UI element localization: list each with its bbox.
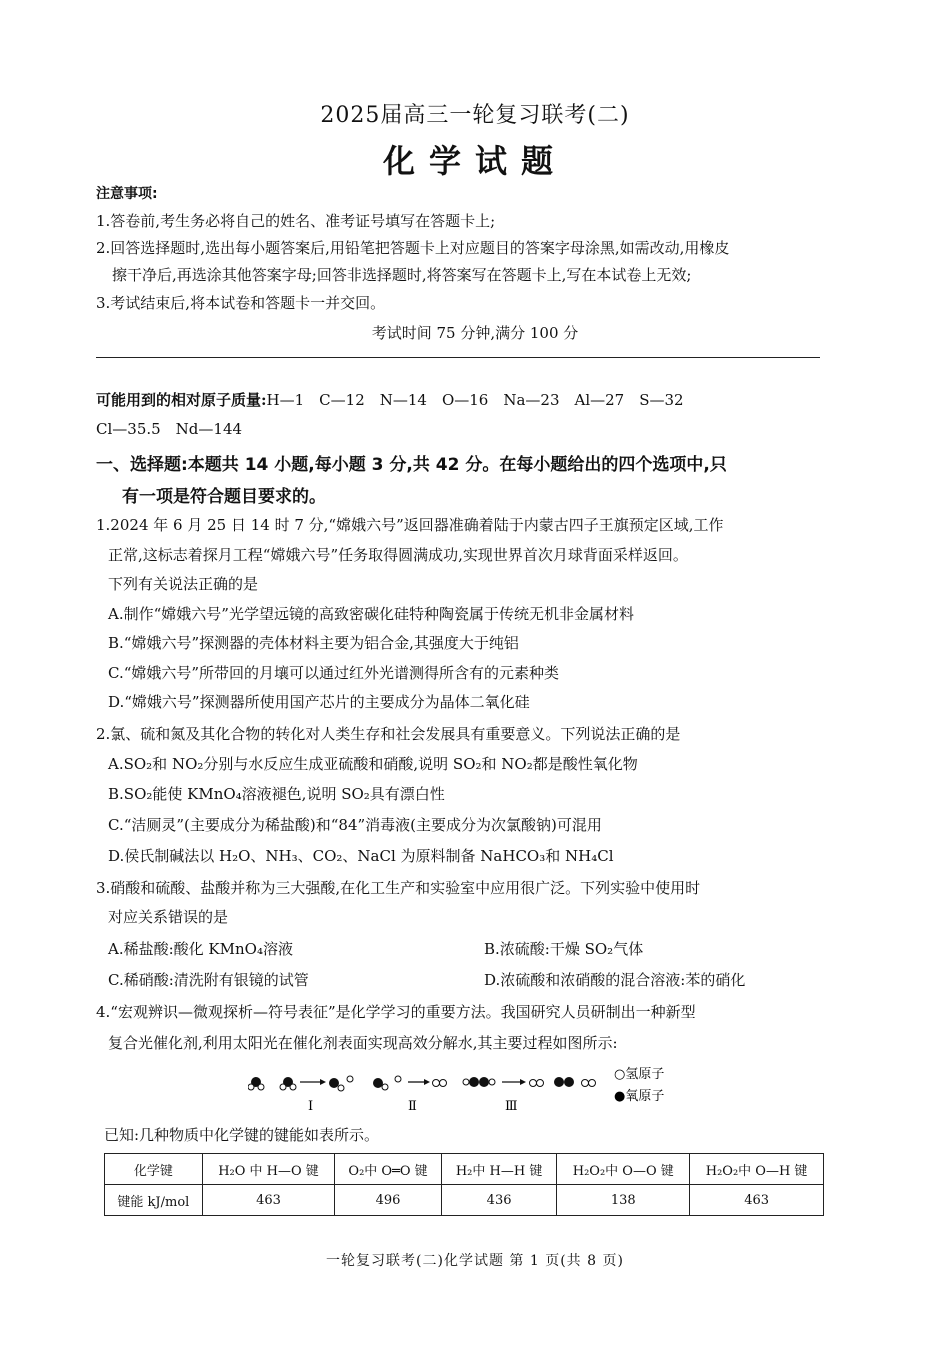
step-1-label: Ⅰ <box>308 1099 314 1114</box>
q1-stem-3: 下列有关说法正确的是 <box>108 575 259 593</box>
table-header-cell: H₂O₂中 O—H 键 <box>690 1154 824 1185</box>
section-heading-line1: 一、选择题:本题共 14 小题,每小题 3 分,共 42 分。在每小题给出的四个选项中,只 <box>96 455 727 475</box>
atomic-masses <box>96 389 684 410</box>
exam-time-info: 考试时间 75 分钟,满分 100 分 <box>371 324 579 342</box>
notice-item-2: 2.回答选择题时,选出每小题答案后,用铅笔把答题卡上对应题目的答案字母涂黑,如需改动,用橡皮 <box>96 239 730 257</box>
q1-option-b: B.“嫦娥六号”探测器的壳体材料主要为铝合金,其强度大于纯铝 <box>108 634 519 652</box>
q2-option-b: B.SO₂能使 KMnO₄溶液褪色,说明 SO₂具有漂白性 <box>108 785 445 803</box>
step-2-molecules <box>373 1076 447 1090</box>
q3-option-b: B.浓硫酸:干燥 SO₂气体 <box>484 940 644 958</box>
q1-stem-2: 正常,这标志着探月工程“嫦娥六号”任务取得圆满成功,实现世界首次月球背面采样返回。 <box>108 546 688 564</box>
divider-line <box>96 357 820 358</box>
q3-option-c: C.稀硝酸:清洗附有银镜的试管 <box>108 971 309 989</box>
subject-title: 化学试题 <box>382 142 567 180</box>
q3-stem-1: 3.硝酸和硫酸、盐酸并称为三大强酸,在化工生产和实验室中应用很广泛。下列实验中使用时 <box>96 879 701 897</box>
notice-item-1: 1.答卷前,考生务必将自己的姓名、准考证号填写在答题卡上; <box>96 212 496 230</box>
table-header-cell: H₂O 中 H—O 键 <box>202 1154 334 1185</box>
q1-option-d: D.“嫦娥六号”探测器所使用国产芯片的主要成分为晶体二氧化硅 <box>108 693 530 711</box>
q2-option-d: D.侯氏制碱法以 H₂O、NH₃、CO₂、NaCl 为原料制备 NaHCO₃和 NH₄Cl <box>108 847 614 865</box>
table-cell: 436 <box>441 1185 556 1216</box>
water-splitting-diagram <box>248 1066 688 1118</box>
bond-energy-table <box>104 1153 824 1216</box>
table-header-cell: H₂O₂中 O—O 键 <box>557 1154 690 1185</box>
legend-hydrogen: ○氢原子 <box>614 1067 665 1082</box>
atomic-masses-line1: H—1 C—12 N—14 O—16 Na—23 Al—27 S—32 <box>266 391 684 409</box>
table-cell: 138 <box>557 1185 690 1216</box>
table-header-cell: H₂中 H—H 键 <box>441 1154 556 1185</box>
exam-title: 2025届高三一轮复习联考(二) <box>320 103 630 128</box>
table-cell: 463 <box>690 1185 824 1216</box>
notice-item-3: 3.考试结束后,将本试卷和答题卡一并交回。 <box>96 294 386 312</box>
table-header-cell: 化学键 <box>105 1154 203 1185</box>
section-heading-line2: 有一项是符合题目要求的。 <box>122 487 326 507</box>
q2-option-c: C.“洁厕灵”(主要成分为稀盐酸)和“84”消毒液(主要成分为次氯酸钠)可混用 <box>108 816 602 834</box>
table-cell: 463 <box>202 1185 334 1216</box>
q2-stem: 2.氯、硫和氮及其化合物的转化对人类生存和社会发展具有重要意义。下列说法正确的是 <box>96 725 681 743</box>
q1-option-c: C.“嫦娥六号”所带回的月壤可以通过红外光谱测得所含有的元素种类 <box>108 664 560 682</box>
table-header-cell: O₂中 O═O 键 <box>335 1154 442 1185</box>
atomic-masses-label: 可能用到的相对原子质量: <box>96 391 267 409</box>
q1-stem-1: 1.2024 年 6 月 25 日 14 时 7 分,“嫦娥六号”返回器准确着陆于内蒙古四子王旗预定区域,工作 <box>96 516 724 534</box>
step-3-label: Ⅲ <box>505 1099 518 1114</box>
step-3-molecules <box>463 1077 596 1087</box>
q2-option-a: A.SO₂和 NO₂分别与水反应生成亚硫酸和硝酸,说明 SO₂和 NO₂都是酸性氧化物 <box>108 755 638 773</box>
notice-heading: 注意事项: <box>96 186 158 202</box>
q1-option-a: A.制作“嫦娥六号”光学望远镜的高致密碳化硅特种陶瓷属于传统无机非金属材料 <box>108 605 634 623</box>
q4-stem-1: 4.“宏观辨识—微观探析—符号表征”是化学学习的重要方法。我国研究人员研制出一种新型 <box>96 1003 696 1021</box>
table-cell: 496 <box>335 1185 442 1216</box>
atomic-masses-line2: Cl—35.5 Nd—144 <box>96 420 243 438</box>
q3-option-d: D.浓硫酸和浓硝酸的混合溶液:苯的硝化 <box>484 971 746 989</box>
step-1-molecules <box>248 1076 353 1091</box>
q3-stem-2: 对应关系错误的是 <box>108 908 229 926</box>
q4-known: 已知:几种物质中化学键的键能如表所示。 <box>104 1126 380 1144</box>
q3-option-a: A.稀盐酸:酸化 KMnO₄溶液 <box>108 940 293 958</box>
step-2-label: Ⅱ <box>408 1099 417 1114</box>
legend-oxygen: ●氧原子 <box>614 1089 665 1104</box>
table-row <box>105 1185 824 1216</box>
notice-item-2-cont: 擦干净后,再选涂其他答案字母;回答非选择题时,将答案写在答题卡上,写在本试卷上无效; <box>112 266 692 284</box>
q4-stem-2: 复合光催化剂,利用太阳光在催化剂表面实现高效分解水,其主要过程如图所示: <box>108 1034 618 1052</box>
table-header-row <box>105 1154 824 1185</box>
table-row-label: 键能 kJ/mol <box>105 1185 203 1216</box>
page-footer: 一轮复习联考(二)化学试题 第 1 页(共 8 页) <box>326 1253 624 1269</box>
